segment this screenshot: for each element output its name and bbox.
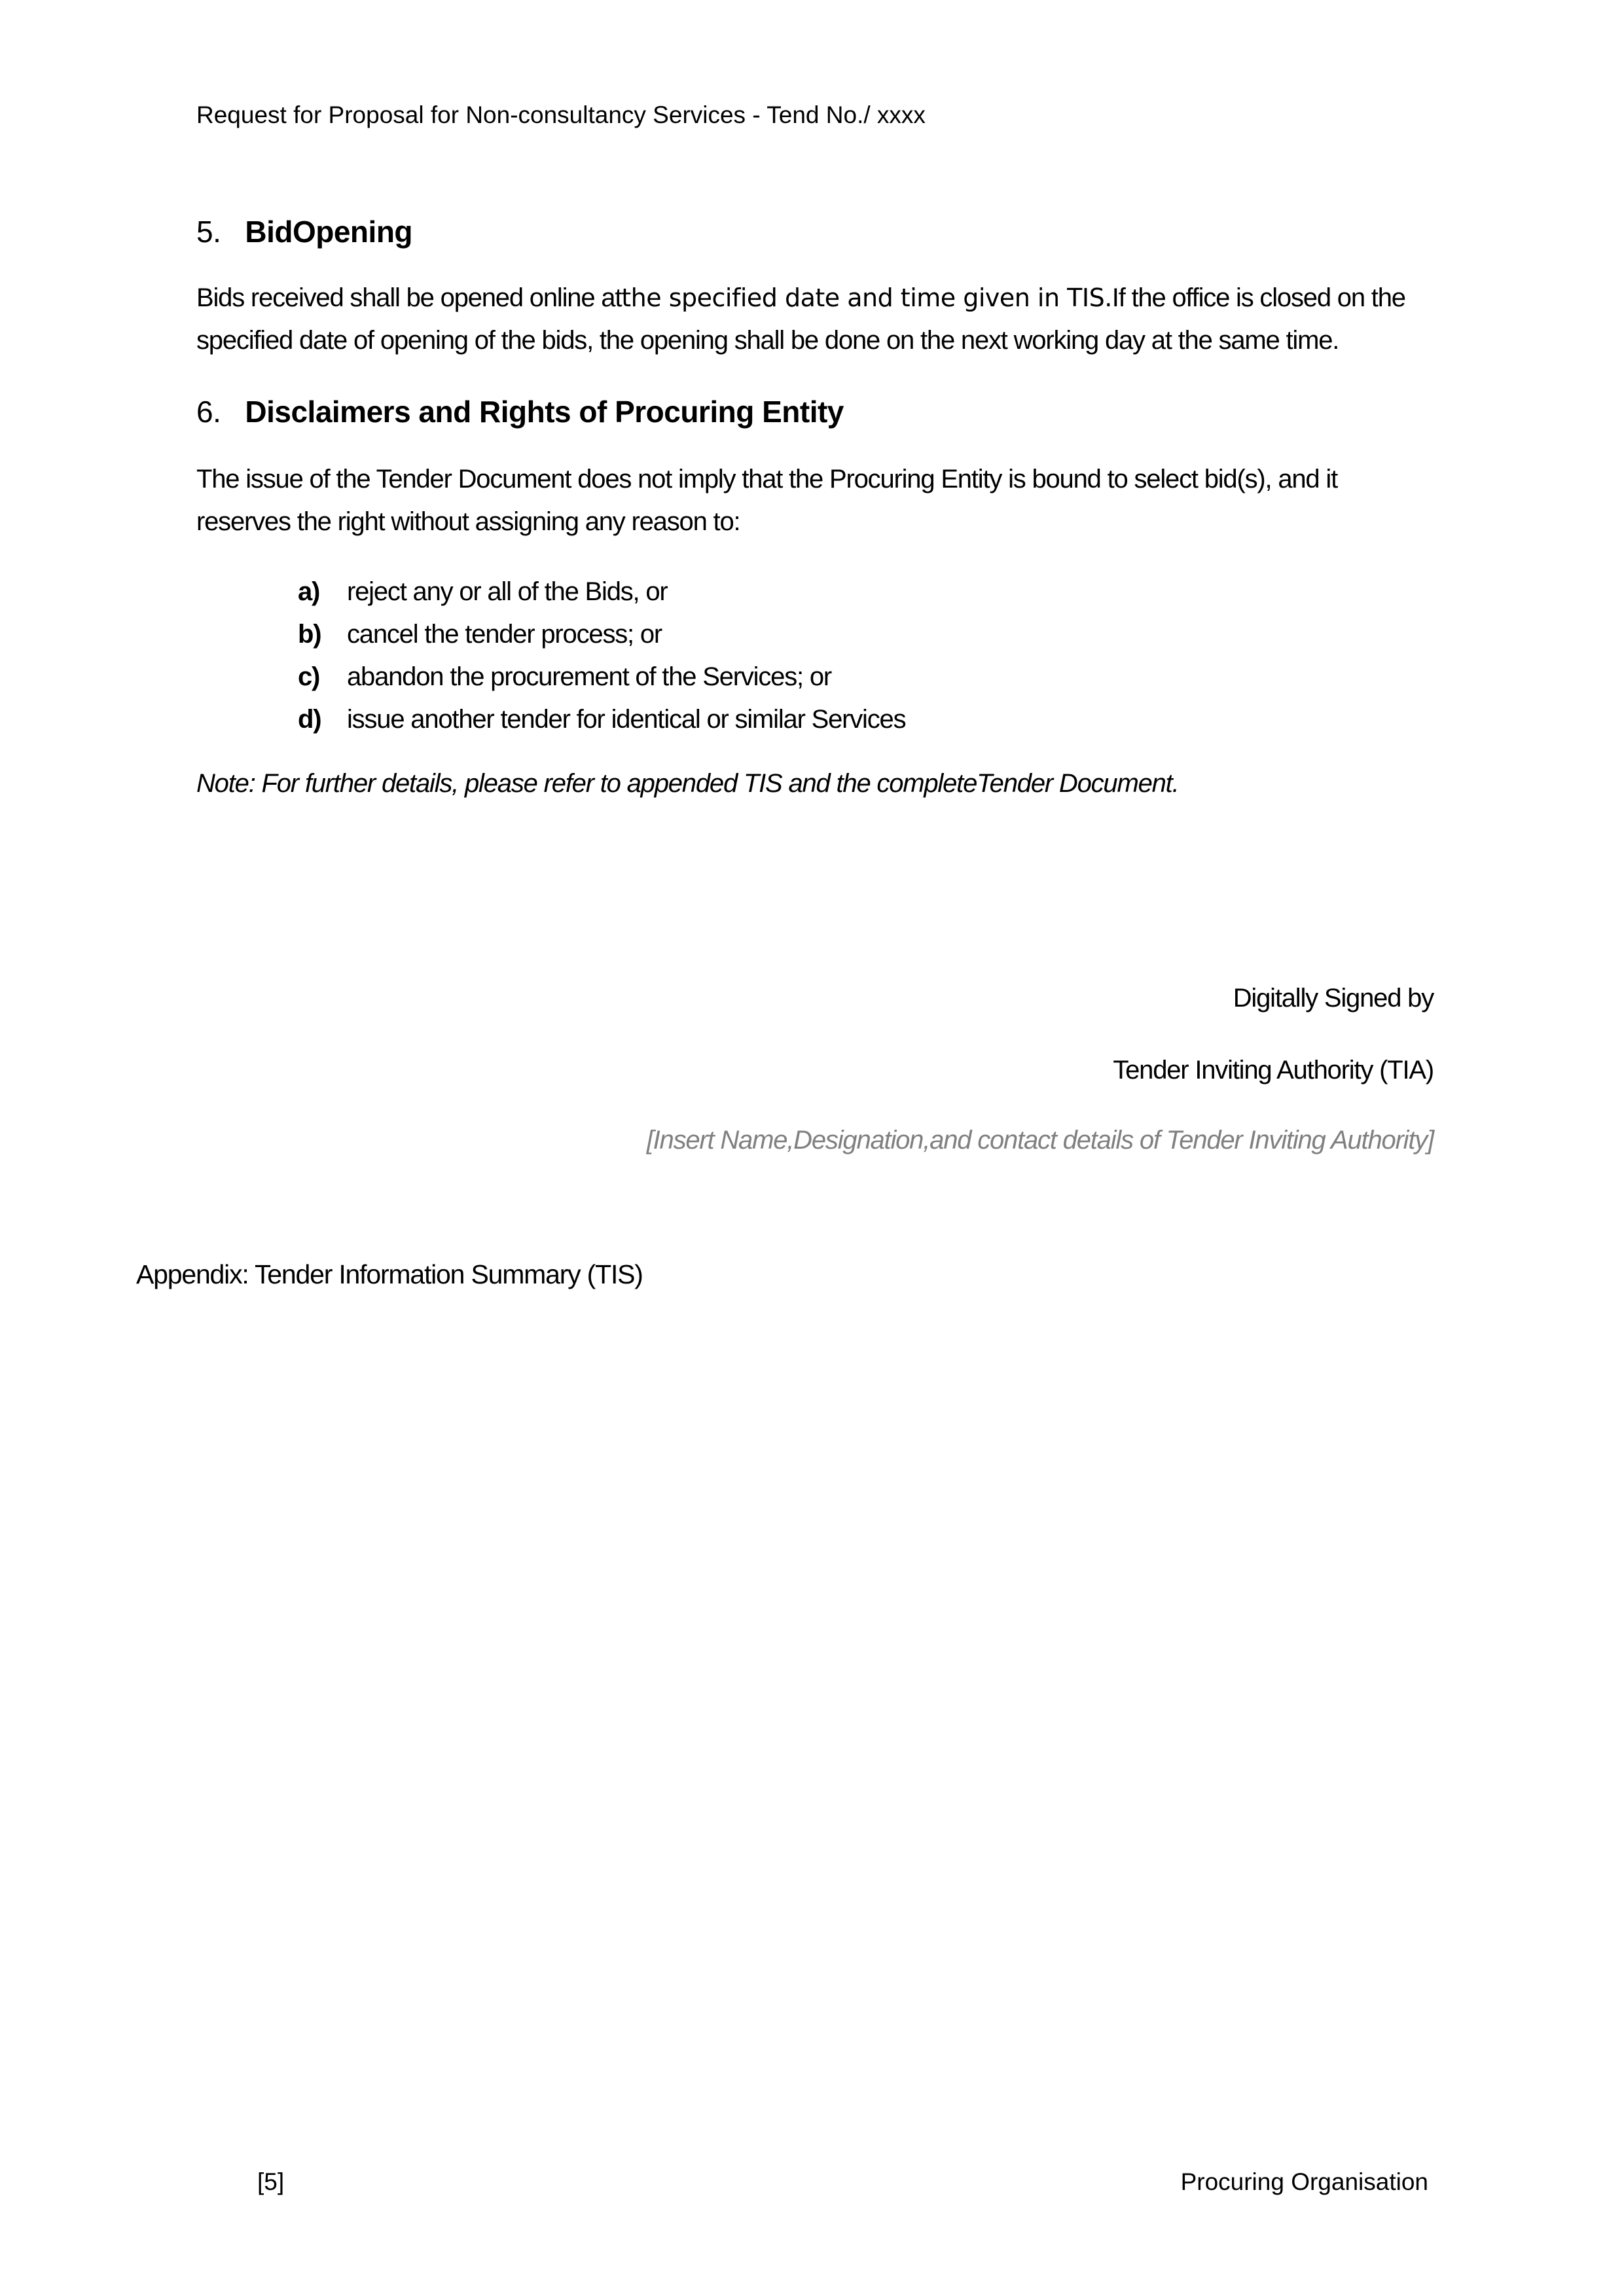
section-6-heading [196, 393, 1434, 431]
list-item [196, 656, 1434, 698]
list-item [196, 698, 1434, 741]
section-6-intro: The issue of the Tender Document does not imply that the Procuring Entity is bound to select bid(s), and it reserves the right without assigning any reason to: [196, 465, 1337, 536]
list-item [196, 613, 1434, 656]
page-header-title: Request for Proposal for Non-consultancy Services - Tend No./ xxxx [196, 101, 926, 128]
signature-line-insert-placeholder: [Insert Name,Designation,and contact details of Tender Inviting Authority] [646, 1126, 1434, 1155]
appendix-line: Appendix: Tender Information Summary (TIS) [136, 1259, 643, 1289]
paragraph-segment-after: If the office is closed on the specified date of opening of the bids, the opening shall be done on the next working day at the same time. [196, 283, 1405, 355]
list-item-label: b) [298, 620, 321, 649]
signature-block [196, 977, 1434, 1162]
list-item-text: abandon the procurement of the Services; or [347, 662, 831, 691]
note-text: Note: For further details, please refer to appended TIS and the completeTender Document. [196, 769, 1179, 798]
signature-line-digitally-signed: Digitally Signed by [1233, 984, 1434, 1013]
paragraph-segment-before: Bids received shall be opened online at [196, 283, 622, 312]
footer-organisation: Procuring Organisation [1180, 2168, 1428, 2195]
section-5-number: 5. [196, 215, 221, 249]
footer-page-number: [5] [257, 2168, 285, 2195]
list-item-text: issue another tender for identical or similar Services [347, 705, 906, 734]
section-5-paragraph [196, 277, 1434, 362]
section-6-number: 6. [196, 395, 221, 429]
list-item-text: reject any or all of the Bids, or [347, 577, 668, 606]
section-5-title: BidOpening [245, 215, 413, 249]
list-item-label: a) [298, 577, 320, 606]
signature-line-authority: Tender Inviting Authority (TIA) [1113, 1056, 1434, 1085]
list-item-text: cancel the tender process; or [347, 620, 662, 649]
list-item-label: c) [298, 662, 320, 691]
list-item-label: d) [298, 705, 321, 734]
disclaimer-list [196, 571, 1434, 741]
section-6-title: Disclaimers and Rights of Procuring Entity [245, 395, 844, 429]
section-5-heading [196, 213, 1434, 251]
paragraph-segment-alt-font: the specified date and time given in TIS. [621, 283, 1112, 312]
page-footer [257, 2166, 1428, 2198]
list-item [196, 571, 1434, 613]
